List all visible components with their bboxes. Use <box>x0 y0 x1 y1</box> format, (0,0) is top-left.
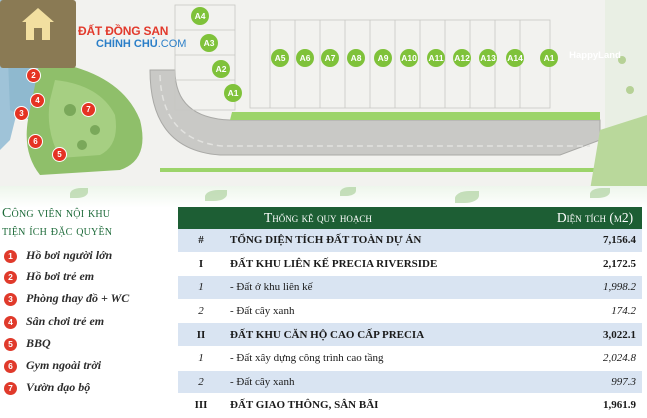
amenity-label: Gym ngoài trời <box>26 358 102 372</box>
amenity-label: BBQ <box>26 336 51 350</box>
table-row <box>178 229 642 252</box>
row-index: II <box>178 323 224 347</box>
row-index: 2 <box>178 299 224 323</box>
row-area: 2,172.5 <box>548 252 642 276</box>
watermark-brand-bold: CHÍNH CHỦ <box>96 38 158 50</box>
row-area: 2,024.8 <box>548 346 642 370</box>
amenity-number-badge: 6 <box>4 360 17 373</box>
watermark-brand-suffix: .COM <box>157 38 187 50</box>
row-area: 1,961.9 <box>548 394 642 418</box>
row-area: 174.2 <box>548 299 642 323</box>
lot-marker: A10 <box>400 49 418 67</box>
amenity-label: Hồ bơi người lớn <box>26 248 113 262</box>
lot-marker: A1 <box>540 49 558 67</box>
lot-marker: A6 <box>296 49 314 67</box>
row-area: 7,156.4 <box>548 229 642 252</box>
row-index: 1 <box>178 276 224 300</box>
lot-marker: A7 <box>321 49 339 67</box>
lot-marker: A3 <box>200 34 218 52</box>
table-row <box>178 299 642 323</box>
row-name: - Đất xây dựng công trình cao tầng <box>224 346 548 370</box>
lot-marker: A4 <box>191 7 209 25</box>
lot-marker: A11 <box>427 49 445 67</box>
amenities-panel <box>0 204 176 404</box>
amenity-marker: 6 <box>28 134 43 149</box>
amenity-label: Hồ bơi trẻ em <box>26 269 95 283</box>
table-row <box>178 252 642 276</box>
amenity-label: Vườn dạo bộ <box>26 380 91 394</box>
row-name: - Đất ở khu liên kế <box>224 276 548 300</box>
row-name: ĐẤT KHU LIÊN KẾ PRECIA RIVERSIDE <box>224 252 548 276</box>
amenity-marker: 5 <box>52 147 67 162</box>
lot-marker: A14 <box>506 49 524 67</box>
happyland-label: HappyLand <box>569 50 621 61</box>
planning-statistics-table <box>178 207 642 418</box>
happyland-logo-icon <box>0 0 76 68</box>
table-row <box>178 370 642 394</box>
header-area: Diện tích (m2) <box>548 207 642 229</box>
table-row <box>178 346 642 370</box>
lot-marker: A12 <box>453 49 471 67</box>
row-index: 2 <box>178 370 224 394</box>
watermark-brand-line1: ĐẤT ĐỒNG SAN <box>78 24 169 38</box>
row-area: 1,998.2 <box>548 276 642 300</box>
row-index: I <box>178 252 224 276</box>
row-index: # <box>178 229 224 252</box>
lot-marker: A13 <box>479 49 497 67</box>
amenities-title: Công viên nội khu <box>2 206 111 221</box>
row-name: - Đất cây xanh <box>224 370 548 394</box>
row-name: ĐẤT KHU CĂN HỘ CAO CẤP PRECIA <box>224 323 548 347</box>
amenity-marker: 3 <box>14 106 29 121</box>
amenity-number-badge: 4 <box>4 316 17 329</box>
amenity-marker: 2 <box>26 68 41 83</box>
site-plan <box>0 0 647 190</box>
lot-marker: A9 <box>374 49 392 67</box>
amenity-number-badge: 3 <box>4 293 17 306</box>
amenity-marker: 7 <box>81 102 96 117</box>
row-index: 1 <box>178 346 224 370</box>
row-index: III <box>178 394 224 418</box>
lot-marker: A8 <box>347 49 365 67</box>
amenity-marker: 4 <box>30 93 45 108</box>
row-area: 3,022.1 <box>548 323 642 347</box>
row-name: - Đất cây xanh <box>224 299 548 323</box>
amenity-number-badge: 1 <box>4 250 17 263</box>
watermark-brand-line2 <box>96 38 186 50</box>
table-row <box>178 276 642 300</box>
header-planning-stats: Thống kê quy hoạch <box>178 207 548 229</box>
amenity-number-badge: 5 <box>4 338 17 351</box>
amenity-number-badge: 2 <box>4 271 17 284</box>
lot-marker: A5 <box>271 49 289 67</box>
amenities-subtitle: tiện ích đặc quyền <box>2 224 113 239</box>
table-row <box>178 323 642 347</box>
row-area: 997.3 <box>548 370 642 394</box>
amenity-label: Phòng thay đồ + WC <box>26 291 130 305</box>
lot-marker: A2 <box>212 60 230 78</box>
row-name: TỔNG DIỆN TÍCH ĐẤT TOÀN DỰ ÁN <box>224 229 548 252</box>
amenity-number-badge: 7 <box>4 382 17 395</box>
lot-marker: A1 <box>224 84 242 102</box>
table-row <box>178 394 642 418</box>
amenity-label: Sân chơi trẻ em <box>26 314 105 328</box>
row-name: ĐẤT GIAO THÔNG, SÂN BÃI <box>224 394 548 418</box>
